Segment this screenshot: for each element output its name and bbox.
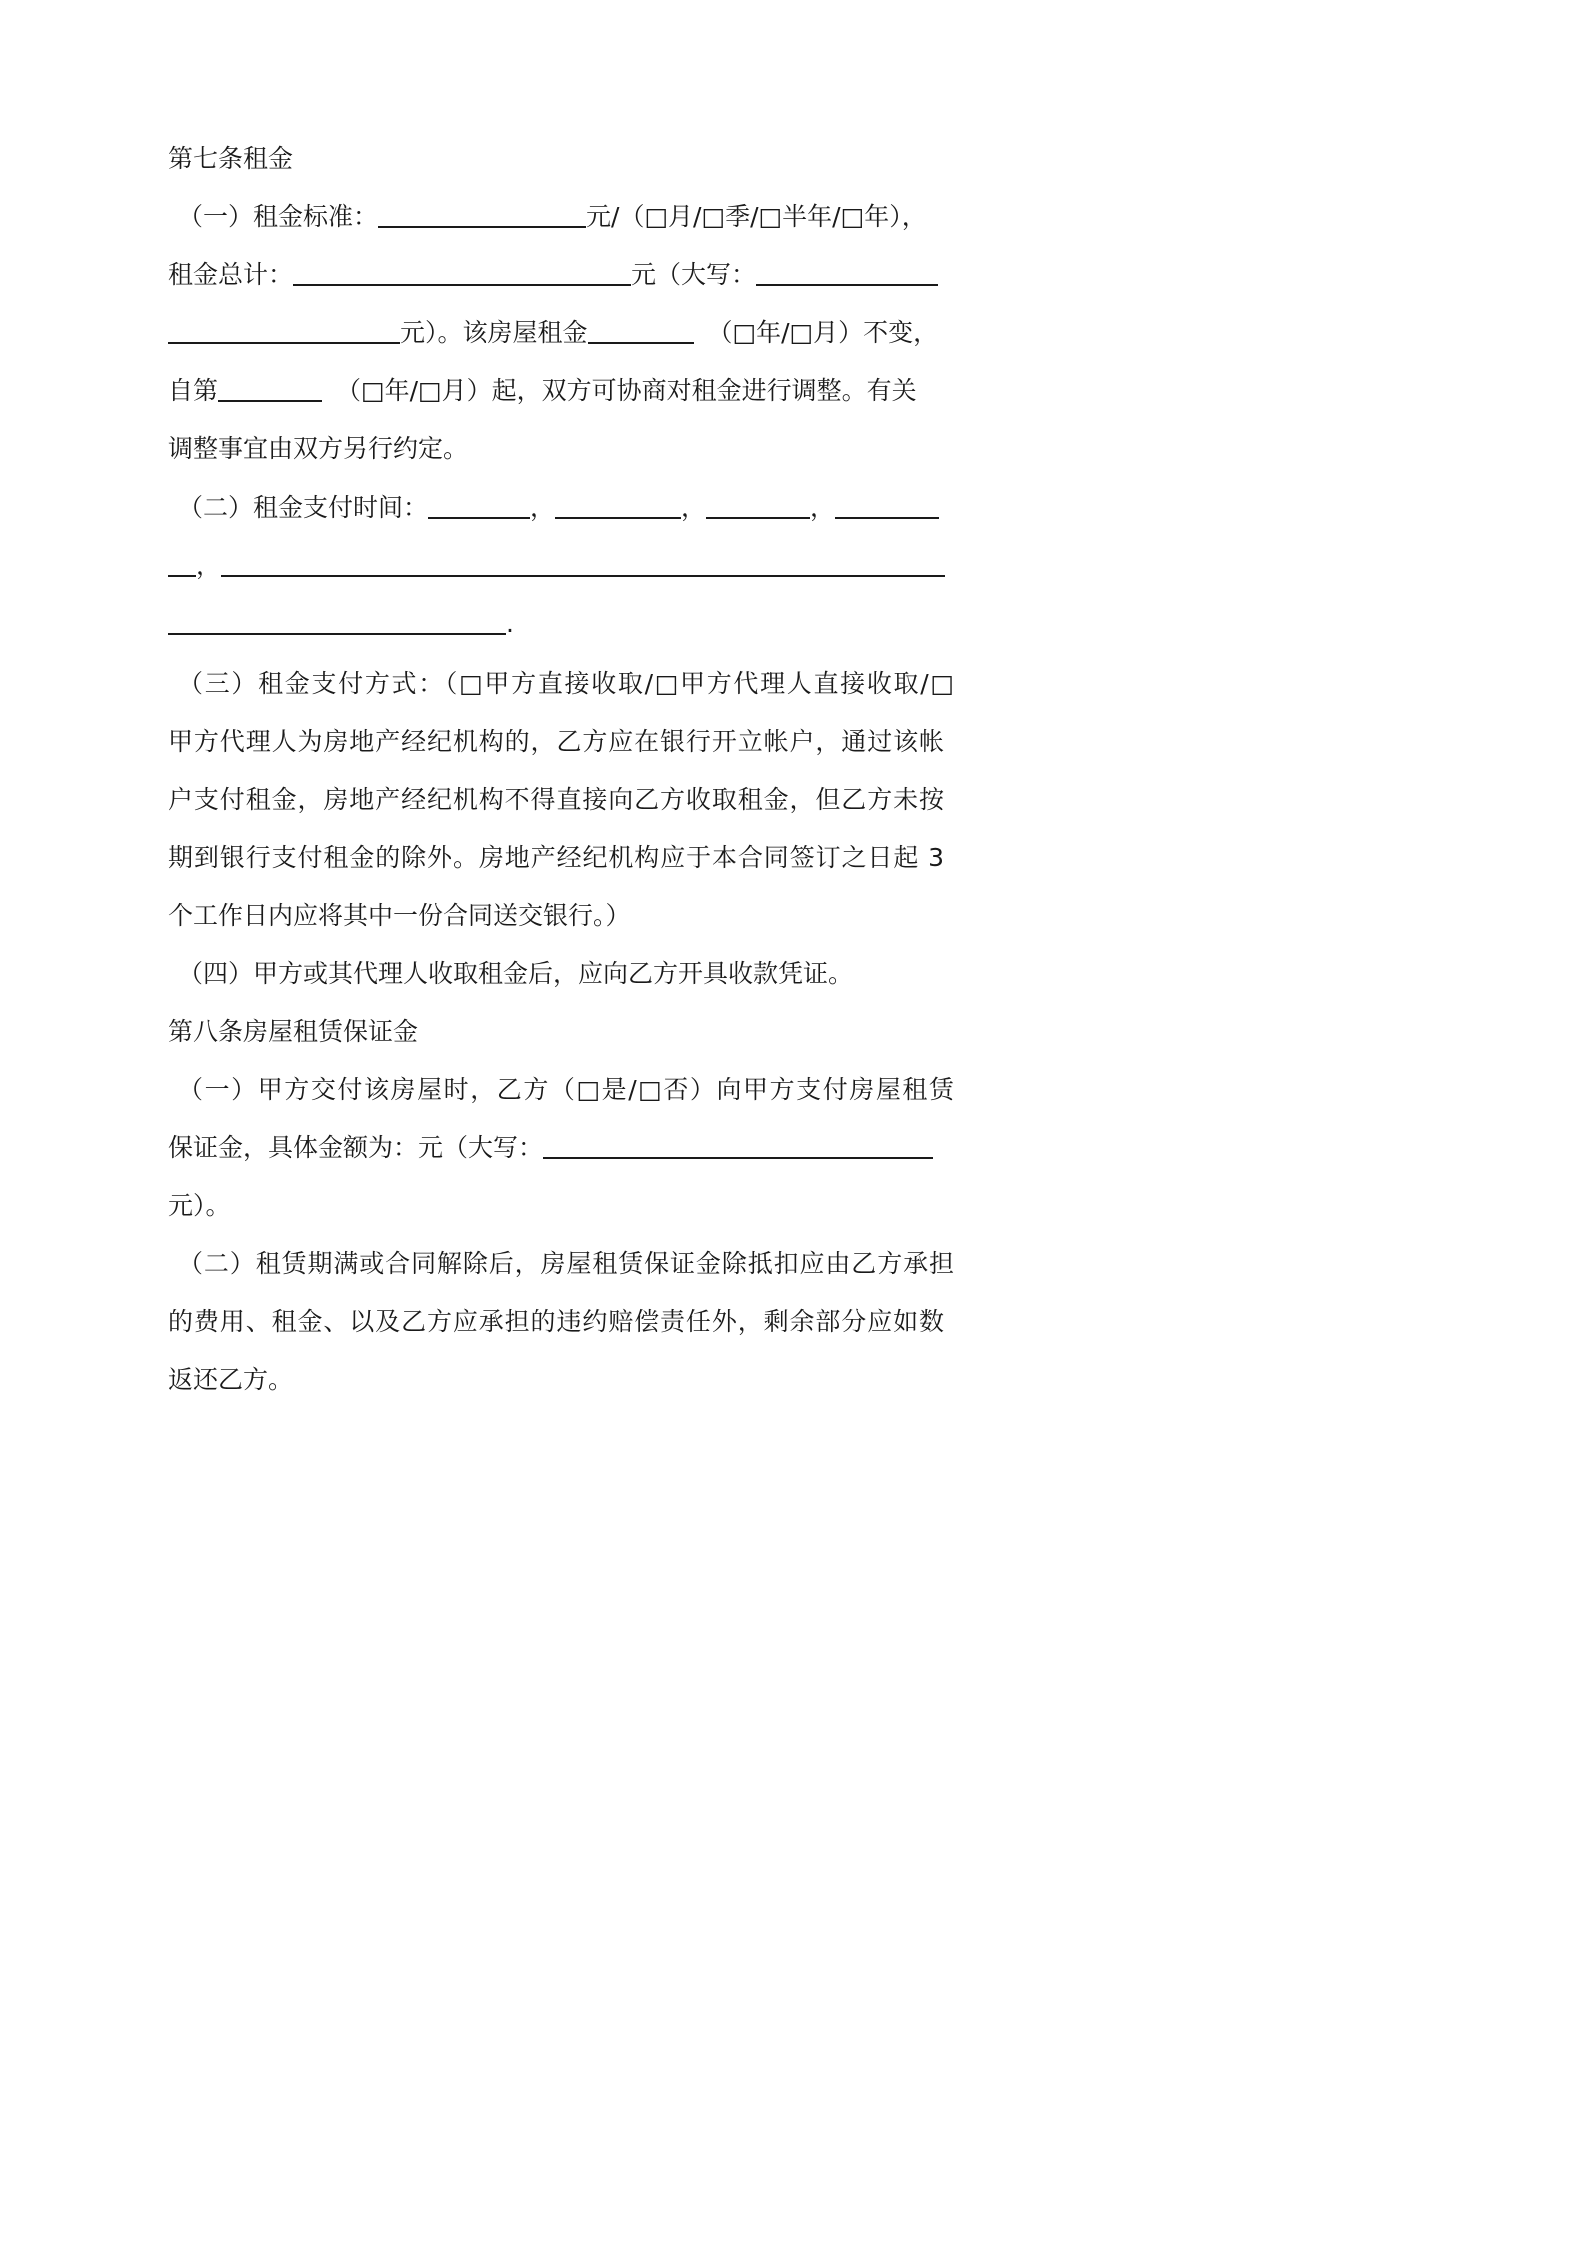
rent-total-line	[168, 258, 944, 292]
comma: ，	[681, 493, 707, 522]
rent-total-capital-label: 元（大写：	[631, 260, 757, 289]
rent-adjust-from-label: 自第	[168, 376, 219, 405]
rent-standard-label: （一）租金标准：	[178, 202, 379, 231]
period: .	[506, 609, 514, 638]
payment-method-line-5: 个工作日内应将其中一份合同送交银行。）	[168, 901, 631, 930]
payment-receipt-line: （四）甲方或其代理人收取租金后，应向乙方开具收款凭证。	[178, 959, 854, 988]
payment-time-blank-3[interactable]	[706, 493, 810, 519]
rent-standard-blank[interactable]	[378, 202, 586, 228]
payment-method-line-4: 期到银行支付租金的除外。房地产经纪机构应于本合同签订之日起 3	[168, 843, 944, 872]
payment-time-blank-4[interactable]	[835, 493, 939, 519]
rent-total-blank[interactable]	[293, 260, 631, 286]
rent-period-options: 元/（□月/□季/□半年/□年），	[586, 202, 927, 231]
payment-time-blank-7[interactable]	[168, 609, 506, 635]
deposit-amount-line	[168, 1131, 944, 1165]
deposit-line-1: （一）甲方交付该房屋时，乙方（□是/□否）向甲方支付房屋租赁	[178, 1075, 954, 1104]
rent-standard-line	[168, 200, 954, 234]
rent-unchanged-label: 元）。该房屋租金	[400, 318, 588, 347]
rent-total-capital-blank-2[interactable]	[168, 318, 400, 344]
payment-time-line	[168, 491, 954, 525]
deposit-return-line-2: 的费用、租金、以及乙方应承担的违约赔偿责任外，剩余部分应如数	[168, 1307, 944, 1336]
payment-time-blank-6[interactable]	[221, 551, 945, 577]
rent-total-label: 租金总计：	[168, 260, 294, 289]
deposit-amount-label: 保证金，具体金额为：元（大写：	[168, 1133, 544, 1162]
rent-adjust-from-blank[interactable]	[218, 376, 322, 402]
payment-method-line-3: 户支付租金，房地产经纪机构不得直接向乙方收取租金，但乙方未按	[168, 785, 944, 814]
payment-time-line-2	[168, 549, 944, 583]
comma: ，	[810, 493, 836, 522]
rent-adjust-line	[168, 374, 944, 408]
rent-adjust-text: （□年/□月）起，双方可协商对租金进行调整。有关	[336, 376, 917, 405]
payment-time-label: （二）租金支付时间：	[178, 493, 429, 522]
rent-unchanged-options: （□年/□月）不变，	[707, 318, 939, 347]
payment-time-blank-1[interactable]	[428, 493, 530, 519]
deposit-return-line-3: 返还乙方。	[168, 1365, 294, 1394]
deposit-capital-blank[interactable]	[543, 1133, 933, 1159]
comma: ，	[530, 493, 556, 522]
payment-time-blank-5[interactable]	[168, 551, 196, 577]
payment-time-blank-2[interactable]	[555, 493, 681, 519]
deposit-return-line-1: （二）租赁期满或合同解除后，房屋租赁保证金除抵扣应由乙方承担	[178, 1249, 954, 1278]
comma: ，	[196, 551, 222, 580]
payment-method-line-1: （三）租金支付方式：（□甲方直接收取/□甲方代理人直接收取/□	[178, 669, 954, 698]
article-7-title: 第七条租金	[168, 144, 294, 173]
payment-method-line-2: 甲方代理人为房地产经纪机构的，乙方应在银行开立帐户，通过该帐	[168, 727, 944, 756]
rent-adjust-agreement: 调整事宜由双方另行约定。	[168, 434, 469, 463]
rent-total-capital-blank[interactable]	[756, 260, 938, 286]
article-8-title: 第八条房屋租赁保证金	[168, 1017, 419, 1046]
rent-unchanged-line	[168, 316, 944, 350]
deposit-yuan-close: 元）。	[168, 1191, 231, 1220]
document-page	[0, 0, 1100, 1558]
rent-unchanged-period-blank[interactable]	[588, 318, 694, 344]
payment-time-line-3	[168, 607, 944, 641]
